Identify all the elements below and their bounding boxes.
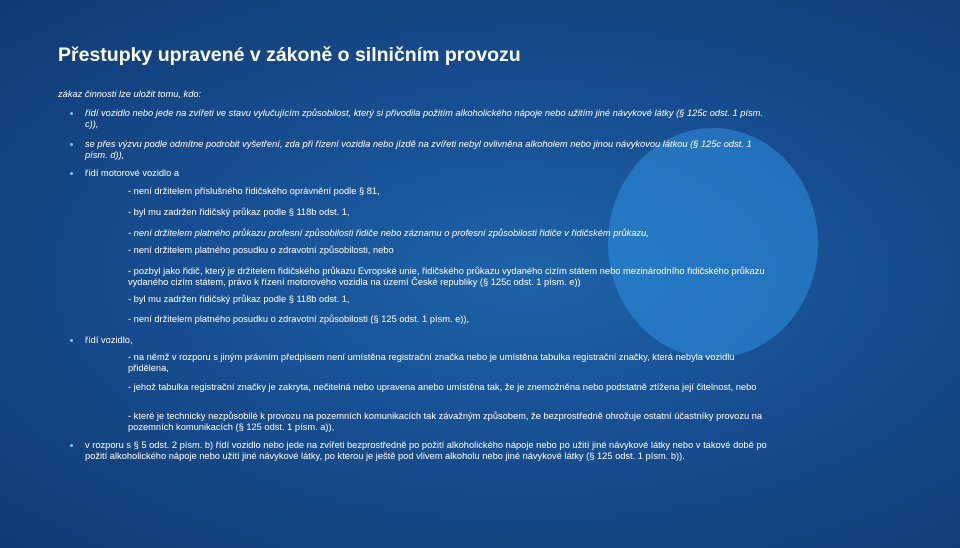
sub-item: - byl mu zadržen řidičský průkaz podle § 118b odst. 1,	[128, 207, 350, 217]
sub-item: - jehož tabulka registrační značky je zakryta, nečitelná nebo upravena anebo umístěna tak, že je znemožněna nebo podstatně ztížena její čitelnost, nebo	[128, 382, 757, 392]
bullet-item: se přes výzvu podle odmítne podrobit vyšetření, zda při řízení vozidla nebo jízdě na zvířeti nebyl ovlivněna alkoholem nebo jinou návykovou látkou (§ 125c odst. 1 písm. d)),	[85, 139, 765, 161]
intro-text: zákaz činnosti lze uložit tomu, kdo:	[58, 89, 202, 99]
slide-title: Přestupky upravené v zákoně o silničním provozu	[58, 44, 521, 66]
bullet-item: v rozporu s § 5 odst. 2 písm. b) řídí vozidlo nebo jede na zvířeti bezprostředně po požití alkoholického nápoje nebo po užití jiné návykové látky nebo v takové době po požití alkoholického nápoje nebo užití jiné návykové látky, po kterou je ještě pod vlivem alkoholu nebo jiné návykové látky (§ 125 odst. 1 písm. b)).	[85, 440, 775, 462]
sub-item: - byl mu zadržen řidičský průkaz podle § 118b odst. 1,	[128, 294, 350, 304]
bullet-item: řídí vozidlo,	[85, 335, 285, 346]
sub-item: - pozbyl jako řidič, který je držitelem řidičského průkazu Evropské unie, řidičského průkazu vydaného cizím státem nebo mezinárodního řidičského průkazu vydaného cizím státem, právo k řízení motorového vozidla na území České republiky (§ 125c odst. 1 písm. e))	[128, 266, 765, 287]
sub-item: - na němž v rozporu s jiným právním předpisem není umístěna registrační značka nebo je umístěna tabulka registrační značky, která nebyla vozidlu přidělena,	[128, 352, 735, 373]
sub-item: - není držitelem příslušného řidičského oprávnění podle § 81,	[128, 186, 380, 196]
sub-item: - není držitelem platného posudku o zdravotní způsobilosti, nebo	[128, 245, 394, 255]
sub-item: - není držitelem platného průkazu profesní způsobilosti řidiče nebo záznamu o profesní způsobilosti řidiče v řidičském průkazu,	[128, 228, 649, 238]
bullet-item: řídí vozidlo nebo jede na zvířeti ve stavu vylučujícím způsobilost, který si přivodila požitím alkoholického nápoje nebo užitím jiné návykové látky (§ 125c odst. 1 písm. c)),	[85, 108, 765, 130]
bullet-item: řídí motorové vozidlo a	[85, 168, 485, 179]
sub-item: - které je technicky nezpůsobilé k provozu na pozemních komunikacích tak závažným způsobem, že bezprostředně ohrožuje ostatní účastníky provozu na pozemních komunikacích (§ 125 odst. 1 písm. a)),	[128, 411, 763, 432]
sub-item: - není držitelem platného posudku o zdravotní způsobilosti (§ 125 odst. 1 písm. e)),	[128, 314, 470, 324]
